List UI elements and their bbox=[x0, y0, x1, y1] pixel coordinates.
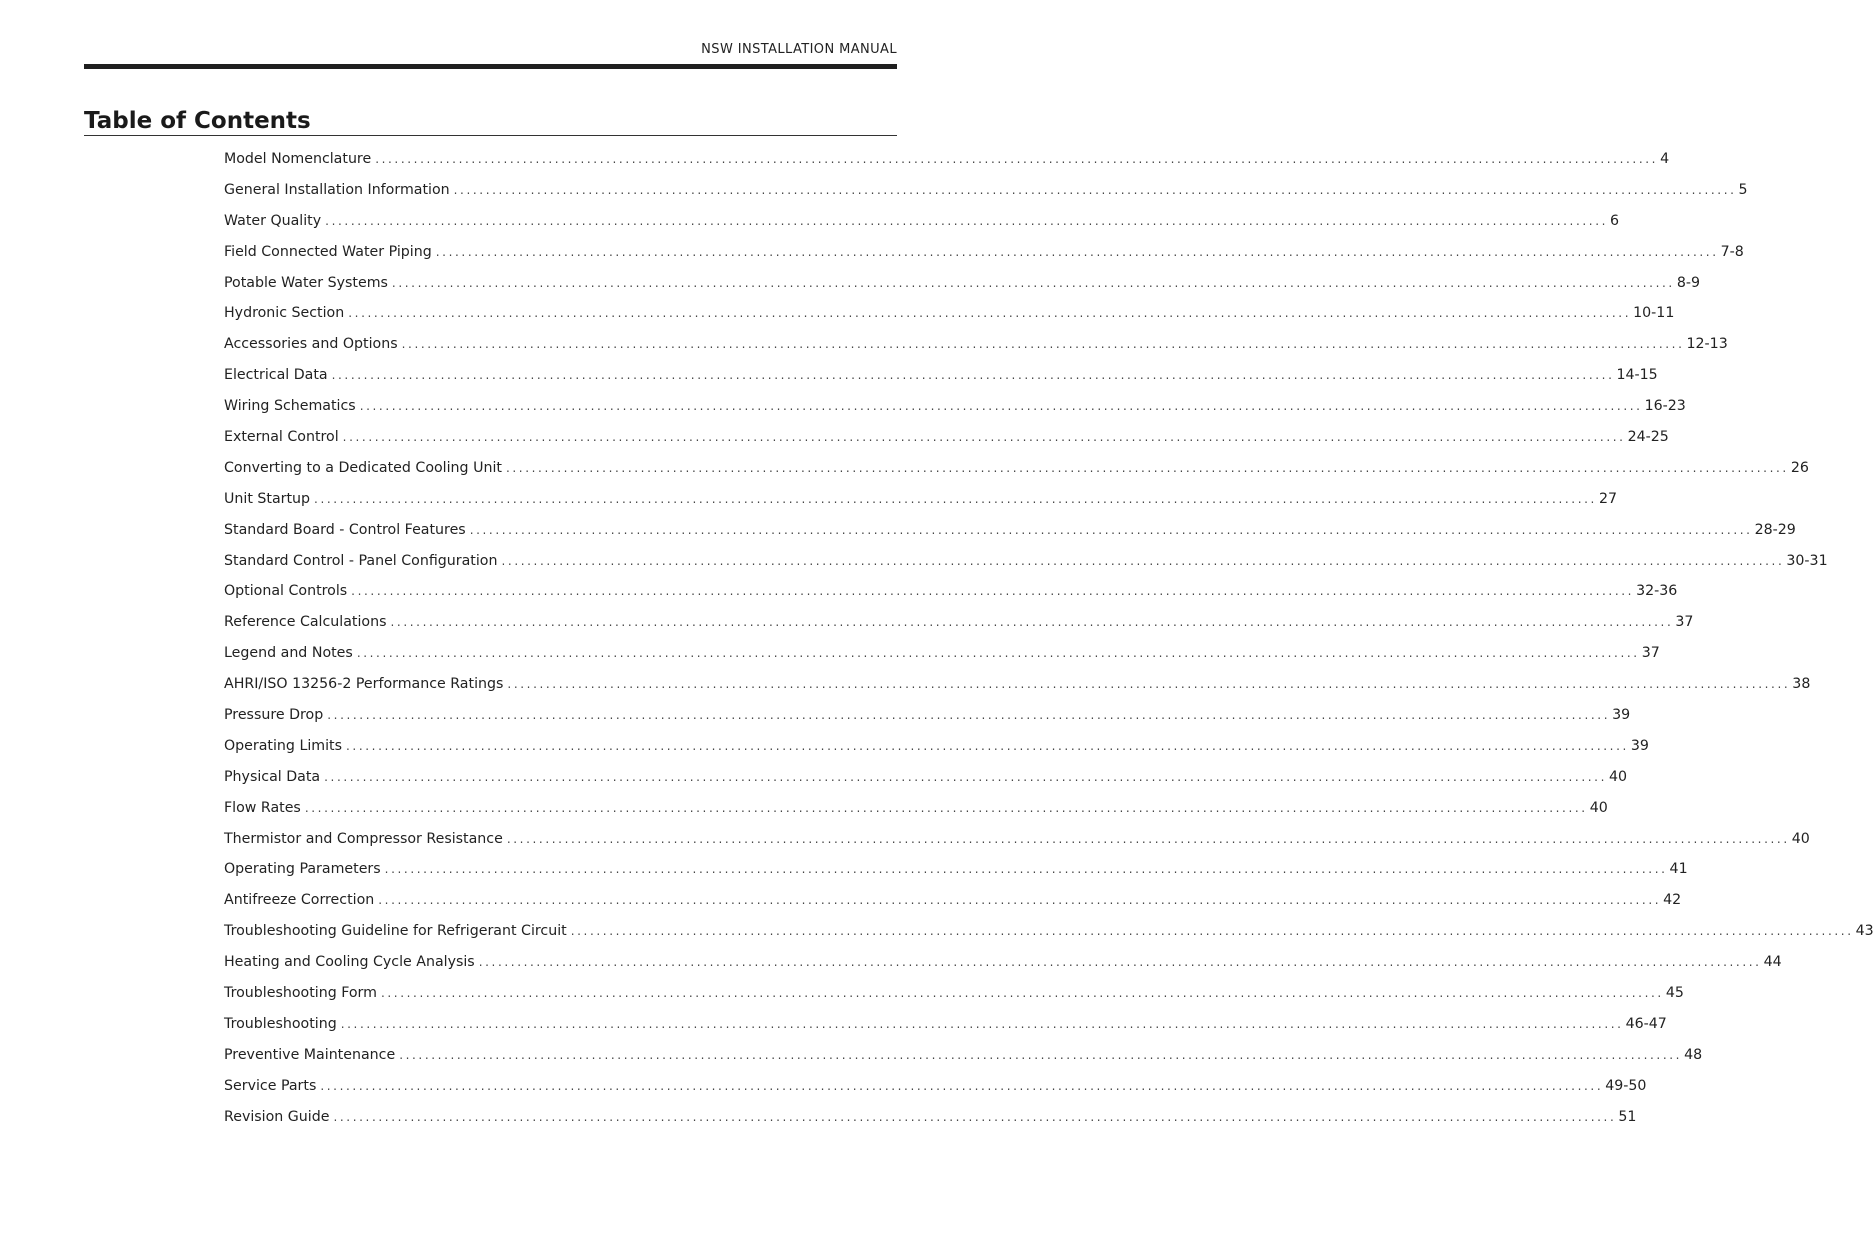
toc-entry-label: Heating and Cooling Cycle Analysis bbox=[224, 954, 475, 971]
toc-entry[interactable] bbox=[224, 455, 1809, 486]
toc-entry[interactable] bbox=[224, 980, 1684, 1011]
toc-entry-label: Pressure Drop bbox=[224, 707, 324, 724]
toc-entry[interactable] bbox=[224, 1042, 1703, 1073]
toc-entry-label: Troubleshooting bbox=[224, 1015, 337, 1032]
toc-entry-page: 8-9 bbox=[1676, 274, 1700, 291]
toc-dot-leader: ........................................................................................................................................................................................................ bbox=[351, 584, 1635, 599]
toc-entry-label: Standard Board - Control Features bbox=[224, 521, 466, 538]
toc-entry-label: Preventive Maintenance bbox=[224, 1046, 396, 1063]
toc-entry-page: 39 bbox=[1630, 737, 1649, 754]
toc-entry-label: Service Parts bbox=[224, 1077, 317, 1094]
toc-entry-page: 14-15 bbox=[1616, 367, 1658, 384]
toc-entry-page: 4 bbox=[1660, 151, 1670, 167]
toc-entry[interactable] bbox=[224, 517, 1796, 548]
toc-dot-leader: ........................................................................................................................................................................................................ bbox=[505, 460, 1789, 475]
toc-dot-leader: ........................................................................................................................................................................................................ bbox=[346, 738, 1629, 753]
toc-dot-leader: ........................................................................................................................................................................................................ bbox=[320, 1078, 1604, 1093]
toc-entry-page: 7-8 bbox=[1720, 243, 1744, 260]
toc-entry[interactable] bbox=[224, 795, 1608, 826]
toc-entry-label: Troubleshooting Guideline for Refrigerant Circuit bbox=[224, 923, 567, 940]
toc-entry-page: 26 bbox=[1790, 459, 1809, 476]
manual-title: NSW INSTALLATION MANUAL bbox=[701, 42, 897, 57]
toc-dot-leader: ........................................................................................................................................................................................................ bbox=[380, 986, 1664, 1001]
toc-entry[interactable] bbox=[224, 424, 1669, 455]
header-rule bbox=[84, 64, 897, 69]
toc-entry-page: 49-50 bbox=[1605, 1077, 1647, 1094]
toc-entry-label: Thermistor and Compressor Resistance bbox=[224, 830, 503, 847]
toc-dot-leader: ........................................................................................................................................................................................................ bbox=[384, 862, 1668, 877]
toc-dot-leader: ........................................................................................................................................................................................................ bbox=[333, 1109, 1617, 1124]
toc-dot-leader: ........................................................................................................................................................................................................ bbox=[453, 182, 1737, 197]
toc-entry-label: External Control bbox=[224, 429, 339, 446]
toc-entry-label: Physical Data bbox=[224, 768, 321, 785]
page-title: Table of Contents bbox=[84, 108, 311, 134]
toc-entry[interactable] bbox=[224, 1104, 1637, 1135]
toc-entry-page: 28-29 bbox=[1754, 521, 1796, 538]
toc-entry-label: Standard Control - Panel Configuration bbox=[224, 552, 498, 569]
toc-dot-leader: ........................................................................................................................................................................................................ bbox=[324, 769, 1607, 784]
toc-list bbox=[224, 146, 1874, 1135]
toc-entry-label: Hydronic Section bbox=[224, 305, 345, 322]
toc-dot-leader: ........................................................................................................................................................................................................ bbox=[325, 213, 1609, 228]
toc-entry-page: 42 bbox=[1663, 892, 1682, 909]
toc-dot-leader: ........................................................................................................................................................................................................ bbox=[399, 1047, 1683, 1062]
toc-entry-label: Optional Controls bbox=[224, 583, 348, 600]
toc-dot-leader: ........................................................................................................................................................................................................ bbox=[356, 646, 1640, 661]
toc-entry-page: 38 bbox=[1792, 676, 1811, 693]
toc-entry-label: Model Nomenclature bbox=[224, 151, 372, 167]
toc-entry[interactable] bbox=[224, 362, 1658, 393]
toc-entry-page: 37 bbox=[1641, 645, 1660, 662]
toc-entry[interactable] bbox=[224, 764, 1628, 795]
toc-dot-leader: ........................................................................................................................................................................................................ bbox=[570, 924, 1854, 939]
toc-entry[interactable] bbox=[224, 856, 1688, 887]
toc-entry-label: Wiring Schematics bbox=[224, 398, 356, 415]
toc-dot-leader: ........................................................................................................................................................................................................ bbox=[348, 306, 1632, 321]
title-rule bbox=[84, 135, 897, 136]
toc-entry-label: Water Quality bbox=[224, 212, 322, 229]
toc-entry-page: 40 bbox=[1609, 768, 1628, 785]
toc-entry-page: 37 bbox=[1675, 614, 1694, 631]
toc-entry[interactable] bbox=[224, 578, 1678, 609]
toc-entry[interactable] bbox=[224, 702, 1631, 733]
toc-entry[interactable] bbox=[224, 887, 1682, 918]
toc-entry-label: Reference Calculations bbox=[224, 614, 387, 631]
toc-entry[interactable] bbox=[224, 331, 1728, 362]
toc-dot-leader: ........................................................................................................................................................................................................ bbox=[390, 615, 1674, 630]
toc-dot-leader: ........................................................................................................................................................................................................ bbox=[435, 244, 1719, 259]
toc-dot-leader: ........................................................................................................................................................................................................ bbox=[342, 430, 1626, 445]
toc-dot-leader: ........................................................................................................................................................................................................ bbox=[469, 522, 1753, 537]
toc-entry-label: Legend and Notes bbox=[224, 645, 353, 662]
toc-entry[interactable] bbox=[224, 300, 1675, 331]
toc-entry[interactable] bbox=[224, 671, 1811, 702]
toc-entry[interactable] bbox=[224, 1073, 1647, 1104]
toc-entry-label: Revision Guide bbox=[224, 1108, 330, 1125]
toc-entry-label: Field Connected Water Piping bbox=[224, 243, 432, 260]
toc-entry-label: Potable Water Systems bbox=[224, 274, 388, 291]
toc-entry[interactable] bbox=[224, 733, 1649, 764]
toc-entry-label: AHRI/ISO 13256-2 Performance Ratings bbox=[224, 676, 504, 693]
toc-entry-label: Accessories and Options bbox=[224, 336, 398, 353]
toc-entry[interactable] bbox=[224, 393, 1686, 424]
toc-dot-leader: ........................................................................................................................................................................................................ bbox=[375, 152, 1659, 166]
toc-entry-label: Operating Limits bbox=[224, 737, 343, 754]
toc-dot-leader: ........................................................................................................................................................................................................ bbox=[359, 399, 1643, 414]
toc-entry-page: 12-13 bbox=[1686, 336, 1728, 353]
toc-dot-leader: ........................................................................................................................................................................................................ bbox=[340, 1016, 1624, 1031]
toc-entry[interactable] bbox=[224, 486, 1617, 517]
toc-dot-leader: ........................................................................................................................................................................................................ bbox=[507, 677, 1791, 692]
toc-entry-page: 44 bbox=[1763, 954, 1782, 971]
toc-entry[interactable] bbox=[224, 208, 1620, 239]
toc-dot-leader: ........................................................................................................................................................................................................ bbox=[501, 553, 1785, 568]
toc-dot-leader: ........................................................................................................................................................................................................ bbox=[506, 831, 1790, 846]
toc-dot-leader: ........................................................................................................................................................................................................ bbox=[378, 893, 1662, 908]
toc-entry-label: Operating Parameters bbox=[224, 861, 381, 878]
toc-entry[interactable] bbox=[224, 640, 1660, 671]
toc-entry-page: 41 bbox=[1669, 861, 1688, 878]
toc-dot-leader: ........................................................................................................................................................................................................ bbox=[304, 800, 1588, 815]
toc-entry-page: 32-36 bbox=[1636, 583, 1678, 600]
toc-dot-leader: ........................................................................................................................................................................................................ bbox=[327, 708, 1611, 723]
toc-entry-page: 5 bbox=[1738, 181, 1748, 198]
toc-entry-page: 39 bbox=[1612, 707, 1631, 724]
toc-dot-leader: ........................................................................................................................................................................................................ bbox=[314, 491, 1597, 506]
toc-entry-page: 43 bbox=[1855, 923, 1874, 940]
toc-entry[interactable] bbox=[224, 1011, 1667, 1042]
toc-entry-label: Converting to a Dedicated Cooling Unit bbox=[224, 459, 502, 476]
toc-entry-page: 40 bbox=[1791, 830, 1810, 847]
toc-entry-label: Flow Rates bbox=[224, 799, 301, 816]
toc-entry[interactable] bbox=[224, 949, 1782, 980]
toc-entry[interactable] bbox=[224, 239, 1744, 270]
toc-entry-page: 30-31 bbox=[1786, 552, 1828, 569]
toc-entry[interactable] bbox=[224, 548, 1828, 579]
toc-entry-page: 40 bbox=[1589, 799, 1608, 816]
toc-entry-page: 51 bbox=[1618, 1108, 1637, 1125]
toc-dot-leader: ........................................................................................................................................................................................................ bbox=[478, 955, 1762, 970]
toc-entry[interactable] bbox=[224, 270, 1700, 301]
toc-entry-page: 6 bbox=[1610, 212, 1620, 229]
toc-entry-page: 10-11 bbox=[1633, 305, 1675, 322]
toc-entry-page: 16-23 bbox=[1644, 398, 1686, 415]
toc-dot-leader: ........................................................................................................................................................................................................ bbox=[401, 337, 1685, 352]
toc-dot-leader: ........................................................................................................................................................................................................ bbox=[391, 275, 1675, 290]
toc-entry-page: 45 bbox=[1665, 985, 1684, 1002]
toc-entry[interactable] bbox=[224, 826, 1810, 857]
toc-entry-page: 24-25 bbox=[1627, 429, 1669, 446]
toc-entry-page: 27 bbox=[1598, 490, 1617, 507]
toc-entry-label: Electrical Data bbox=[224, 367, 328, 384]
toc-entry-label: Unit Startup bbox=[224, 490, 311, 507]
toc-entry-page: 46-47 bbox=[1625, 1015, 1667, 1032]
toc-entry[interactable] bbox=[224, 918, 1874, 949]
toc-entry-label: General Installation Information bbox=[224, 181, 450, 198]
toc-entry-page: 48 bbox=[1684, 1046, 1703, 1063]
toc-dot-leader: ........................................................................................................................................................................................................ bbox=[331, 368, 1615, 383]
toc-entry-label: Antifreeze Correction bbox=[224, 892, 375, 909]
toc-entry[interactable] bbox=[224, 177, 1748, 208]
toc-entry[interactable] bbox=[224, 609, 1694, 640]
toc-entry-label: Troubleshooting Form bbox=[224, 985, 377, 1002]
toc-entry[interactable] bbox=[224, 146, 1670, 177]
